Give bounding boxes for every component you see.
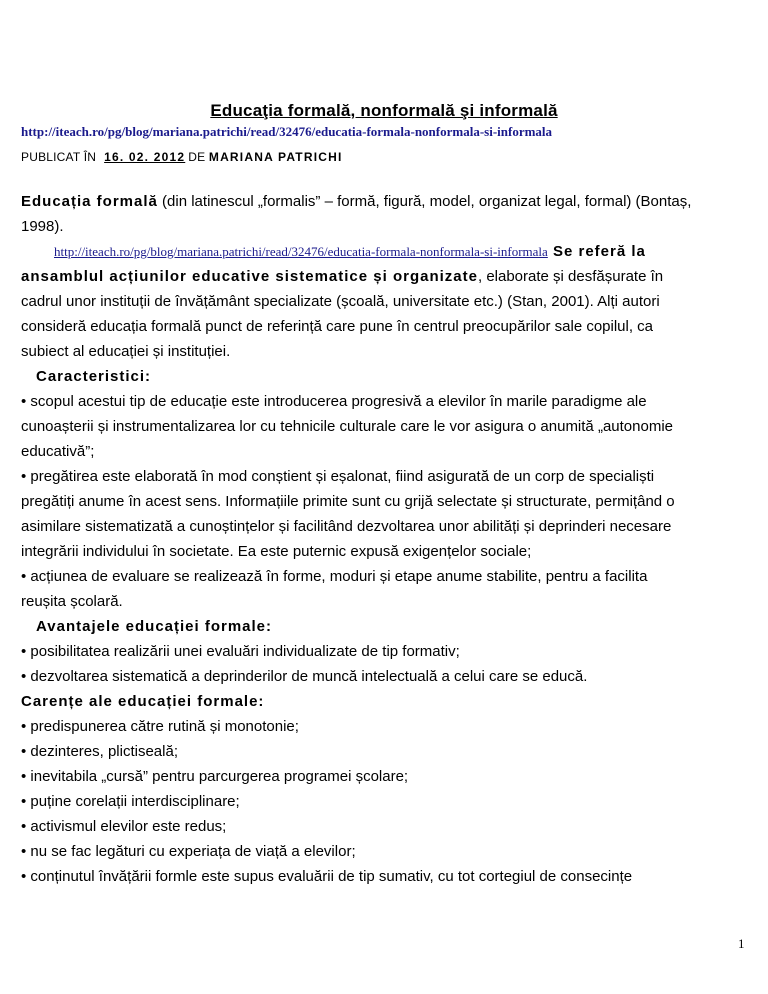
intro-line-7: subiect al educației și instituției. [21,343,231,360]
characteristics-line: • scopul acestui tip de educație este introducerea progresivă a elevilor în marile paradigme ale [21,393,647,410]
characteristics-line: reușita școlară. [21,593,123,610]
intro-line-1 [21,193,691,211]
shortcomings-line: • inevitabila „cursă” pentru parcurgerea programei școlare; [21,768,409,785]
characteristics-line: cunoașterii și instrumentalizarea lor cu tehnicile culturale care le vor asigura o anumită „autonomie [21,418,673,435]
page-number: 1 [738,936,745,951]
advantages-line: • posibilitatea realizării unei evaluări individualizate de tip formativ; [21,643,460,660]
shortcomings-line: • dezinteres, plictiseală; [21,743,178,760]
characteristics-line: pregătiți anume în acest sens. Informațiile primite sunt cu grijă selectate și structurate, permițând o [21,493,675,510]
publication-date: 16. 02. 2012 [104,150,186,164]
publication-meta [21,148,343,166]
intro-rest: , elaborate și desfășurate în [477,268,664,285]
advantages-heading: Avantajele educației formale: [36,618,273,635]
source-url-link[interactable]: http://iteach.ro/pg/blog/mariana.patrichi/read/32476/educatia-formala-nonformala-si-informala [21,124,553,139]
advantages-line: • dezvoltarea sistematică a deprinderilor de muncă intelectuală a celui care se educă. [21,668,588,685]
inline-source-url-link[interactable]: http://iteach.ro/pg/blog/mariana.patrichi/read/32476/educatia-formala-nonformala-si-informala [54,244,548,259]
author-name: MARIANA PATRICHI [208,150,343,164]
published-label: PUBLICAT ÎN [21,150,97,164]
intro-definition: (din latinescul „formalis” – formă, figură, model, organizat legal, formal) (Bontaș, [157,193,692,210]
intro-term: Educația formală [21,193,158,210]
shortcomings-line: • predispunerea către rutină și monotonie; [21,718,299,735]
intro-line-4 [21,268,663,286]
intro-line-2: 1998). [21,218,64,235]
characteristics-line: • pregătirea este elaborată în mod conștient și eșalonat, fiind asigurată de un corp de specialiști [21,468,655,485]
characteristics-line: integrării individului în societate. Ea este puternic expusă exigențelor sociale; [21,543,532,560]
characteristics-heading: Caracteristici: [36,368,152,385]
shortcomings-line: • conținutul învățării formle este supus evaluării de tip sumativ, cu tot cortegiul de consecințe [21,868,633,885]
document-title: Educaţia formală, nonformală şi informală [210,101,558,120]
characteristics-line: • acțiunea de evaluare se realizează în forme, moduri și etape anume stabilite, pentru a facilita [21,568,648,585]
shortcomings-line: • nu se fac legături cu experiața de viață a elevilor; [21,843,356,860]
intro-line-6: consideră educația formală punct de referință care pune în centrul preocupărilor sale copilul, ca [21,318,654,335]
shortcomings-heading: Carențe ale educației formale: [21,693,265,710]
intro-bold-phrase: ansamblul acțiunilor educative sistematice și organizate [21,268,478,285]
characteristics-line: educativă”; [21,443,95,460]
by-label: DE [188,150,206,164]
shortcomings-line: • activismul elevilor este redus; [21,818,227,835]
characteristics-line: asimilare sistematizată a cunoștințelor și facilitând dezvoltarea unor abilități și deprinderi necesare [21,518,672,535]
intro-line-5: cadrul unor instituții de învățământ specializate (școală, universitate etc.) (Stan, 2001). Alți autori [21,293,660,310]
shortcomings-line: • puține corelații interdisciplinare; [21,793,240,810]
intro-line-3 [54,243,646,261]
refers-text: Se referă la [547,243,646,260]
